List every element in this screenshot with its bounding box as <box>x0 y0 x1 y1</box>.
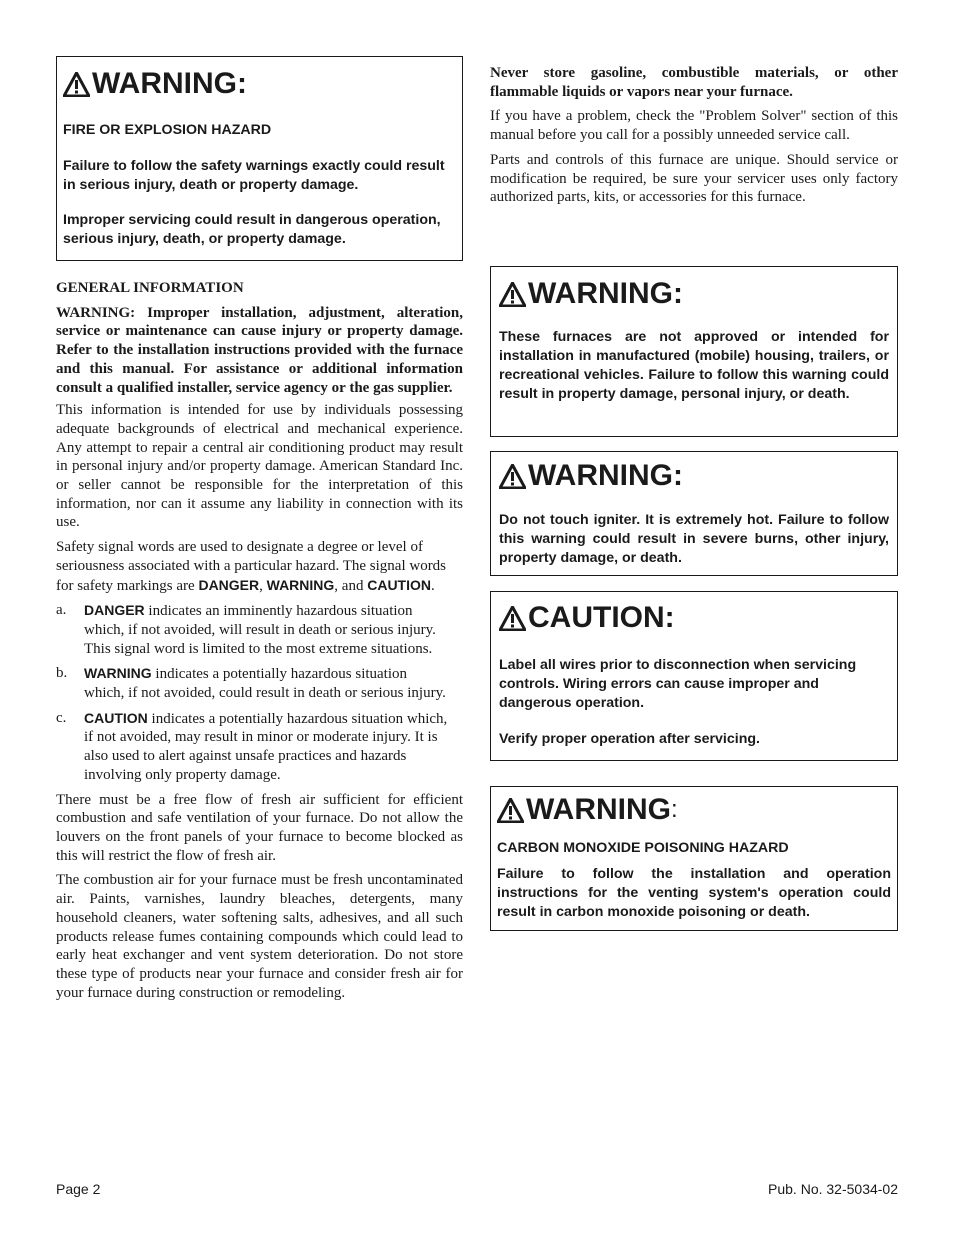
list-item: c. CAUTION indicates a potentially hazardous situation which, if not avoided, may result in minor or moderate injury. It is also used to alert against unsafe practices and hazards involving only property damage. <box>56 709 448 783</box>
caution-triangle-icon <box>499 606 526 631</box>
caution-paragraph: Label all wires prior to disconnection when servicing controls. Wiring errors can cause improper and dangerous operation. <box>499 657 857 711</box>
warning-title-text: WARNING <box>526 793 671 826</box>
carbon-monoxide-warning-box: WARNING : CARBON MONOXIDE POISONING HAZARD Failure to follow the installation and operation instructions for the venting system's operation could result in carbon monoxide poisoning or death. <box>490 786 898 931</box>
caution-paragraph: Verify proper operation after servicing. <box>499 731 760 747</box>
hazard-label: FIRE OR EXPLOSION HAZARD <box>63 122 272 138</box>
warning-paragraph: These furnaces are not approved or intended for installation in manufactured (mobile) housing, trailers, or recreational vehicles. Failure to follow this warning could result in property damage, personal injury, or death. <box>499 329 889 402</box>
warning-paragraph: Do not touch igniter. It is extremely hot. Failure to follow this warning could result in severe burns, other injury, property damage, or death. <box>499 512 889 566</box>
bold-warning-paragraph: WARNING: Improper installation, adjustment, alteration, service or maintenance can cause injury or property damage. Refer to the installation instructions provided with the furnace and this manual. For assistance or additional information consult a qualified installer, service agency or the gas supplier. <box>56 304 463 396</box>
left-column <box>56 56 463 1008</box>
warning-triangle-icon <box>499 464 526 489</box>
mobile-housing-warning-box <box>490 266 898 437</box>
warning-paragraph: Failure to follow the installation and operation instructions for the venting system's operation could result in carbon monoxide poisoning or death. <box>497 866 891 920</box>
fire-explosion-warning-box <box>56 56 463 261</box>
warning-paragraph: Improper servicing could result in dangerous operation, serious injury, death, or property damage. <box>63 212 441 247</box>
section-heading: GENERAL INFORMATION <box>56 280 244 296</box>
igniter-warning-box <box>490 451 898 576</box>
wiring-caution-box <box>490 591 898 761</box>
list-item: b. WARNING indicates a potentially hazardous situation which, if not avoided, could result in death or serious injury. <box>56 665 446 702</box>
fresh-air-paragraph: There must be a free flow of fresh air sufficient for efficient combustion and safe ventilation of your furnace. Do not allow the louvers on the front panels of your furnace to become blocked as this will restrict the flow of fresh air. <box>56 791 463 864</box>
hazard-label: CARBON MONOXIDE POISONING HAZARD <box>497 840 789 856</box>
page-number: Page 2 <box>56 1181 101 1197</box>
list-item: a. DANGER indicates an imminently hazardous situation which, if not avoided, will result in death or serious injury. This signal word is limited to the most extreme situations. <box>56 602 436 657</box>
signal-words-paragraph: Safety signal words are used to designate a degree or level of seriousness associated with a particular hazard. The signal words for safety markings are DANGER, WARNING, and CAUTION. <box>56 539 447 594</box>
right-column <box>490 64 898 213</box>
parts-paragraph: Parts and controls of this furnace are unique. Should service or modification be required, be sure your servicer uses only factory authorized parts, kits, or accessories for this furnace. <box>490 151 898 206</box>
warning-title-text: WARNING: <box>92 67 247 100</box>
warning-title <box>63 69 456 99</box>
info-paragraph: This information is intended for use by individuals possessing adequate backgrounds of electrical and mechanical experience. Any attempt to repair a central air conditioning product may result in personal injury and/or property damage. American Standard Inc. or seller cannot be responsible for the interpretation of this information, nor can it assume any liability in connection with its use. <box>56 402 463 531</box>
combustion-air-paragraph: The combustion air for your furnace must be fresh uncontaminated air. Paints, varnishes, laundry bleaches, detergents, many household cleaners, water softening salts, adhesives, and all such products release fumes containing compounds which could lead to early heat exchanger and vent system deterioration. Do not store these type of products near your furnace and consider fresh air for your furnace during construction or remodeling. <box>56 872 463 1001</box>
warning-paragraph: Failure to follow the safety warnings exactly could result in serious injury, death or property damage. <box>63 158 445 193</box>
problem-solver-paragraph: If you have a problem, check the "Problem Solver" section of this manual before you call for a possibly unneeded service call. <box>490 108 898 144</box>
never-store-paragraph: Never store gasoline, combustible materials, or other flammable liquids or vapors near your furnace. <box>490 65 898 100</box>
warning-triangle-icon <box>499 282 526 307</box>
warning-title-text: WARNING: <box>528 277 683 310</box>
publication-number: Pub. No. 32-5034-02 <box>768 1181 898 1197</box>
warning-triangle-icon <box>497 798 524 823</box>
caution-title-text: CAUTION: <box>528 601 675 634</box>
warning-triangle-icon <box>63 72 90 97</box>
warning-title-text: WARNING: <box>528 459 683 492</box>
